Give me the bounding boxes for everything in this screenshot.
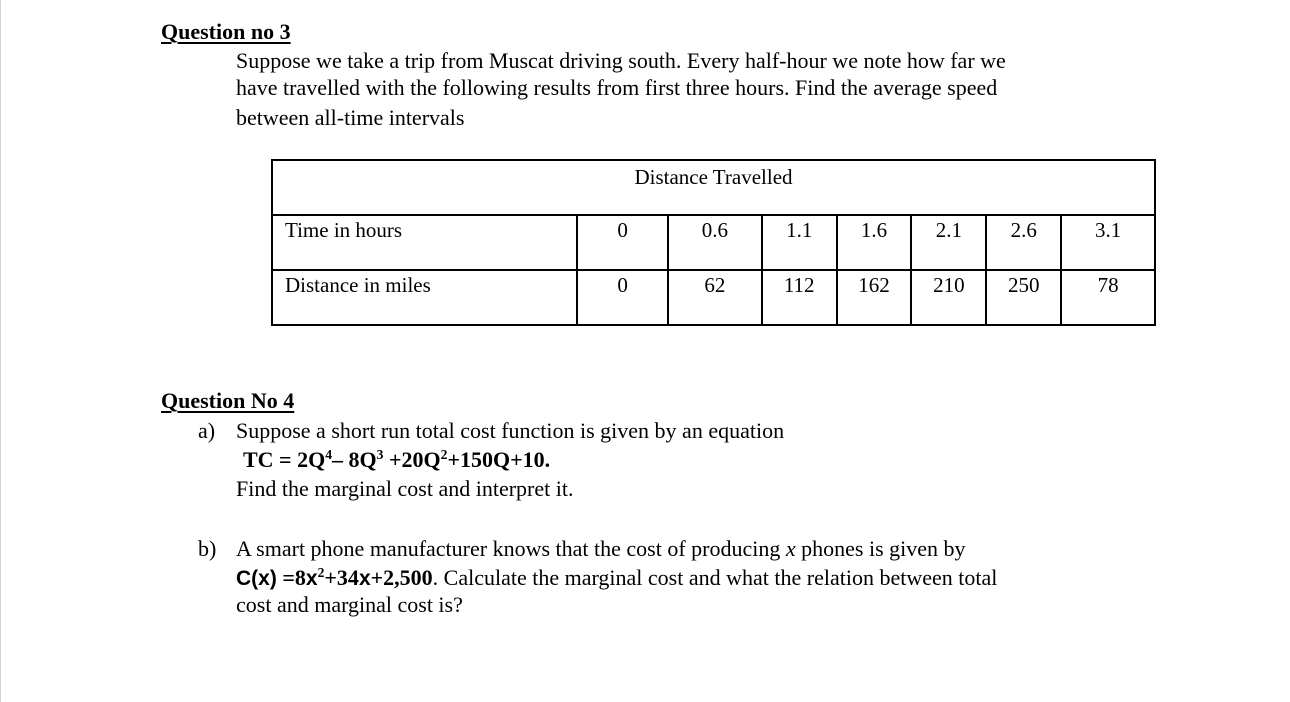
table-row-distance — [272, 270, 1155, 325]
row-label-time: Time in hours — [272, 215, 577, 270]
table-cell: 112 — [762, 270, 837, 325]
table-cell: 210 — [911, 270, 986, 325]
table-header-row — [272, 160, 1155, 215]
exponent: 4 — [325, 446, 333, 462]
equation-part: +20Q — [383, 447, 441, 472]
question-3-heading: Question no 3 — [161, 19, 291, 44]
text-run: . Calculate the marginal cost and what the relation between total — [432, 565, 998, 590]
part-a-line-3: Find the marginal cost and interpret it. — [236, 476, 574, 501]
question-3-line-2: have travelled with the following results from first three hours. Find the average speed — [236, 75, 998, 100]
question-3-line-3: between all-time intervals — [236, 105, 465, 130]
exponent: 3 — [376, 446, 384, 462]
part-a-line-1: Suppose a short run total cost function is given by an equation — [236, 418, 785, 443]
table-cell: 0.6 — [668, 215, 762, 270]
exponent: 2 — [317, 564, 325, 580]
function-var: x — [305, 567, 318, 590]
table-cell: 0 — [577, 270, 668, 325]
exponent: 2 — [440, 446, 448, 462]
equation-part: – 8Q — [332, 447, 377, 472]
table-cell: 62 — [668, 270, 762, 325]
table-cell: 162 — [837, 270, 912, 325]
function-part: +2,500 — [370, 565, 433, 590]
table-cell: 1.6 — [837, 215, 912, 270]
distance-table — [271, 159, 1156, 326]
variable-x: x — [785, 536, 796, 561]
part-b-line-1 — [236, 536, 1135, 562]
part-a-marker: a) — [198, 418, 216, 443]
cost-equation — [243, 447, 550, 473]
table-cell: 2.6 — [986, 215, 1061, 270]
table-row-time — [272, 215, 1155, 270]
function-var: x — [358, 567, 371, 590]
equation-part: TC = 2Q — [243, 447, 326, 472]
function-part: =8 — [276, 565, 306, 590]
table-cell: 3.1 — [1061, 215, 1155, 270]
part-b-marker: b) — [198, 536, 217, 561]
part-b-line-2 — [236, 565, 1135, 592]
table-title: Distance Travelled — [272, 160, 1155, 215]
function-name: C(x) — [236, 567, 277, 590]
table-cell: 250 — [986, 270, 1061, 325]
question-3-line-1: Suppose we take a trip from Muscat driving south. Every half-hour we note how far we — [236, 48, 1006, 73]
row-label-distance: Distance in miles — [272, 270, 577, 325]
text-run: A smart phone manufacturer knows that the cost of producing — [236, 536, 786, 561]
text-run: phones is given by — [795, 536, 966, 561]
table-cell: 78 — [1061, 270, 1155, 325]
equation-part: +150Q+10. — [447, 447, 551, 472]
page-edge — [0, 0, 1, 702]
function-part: +34 — [324, 565, 359, 590]
part-b-line-3: cost and marginal cost is? — [236, 592, 463, 617]
table-cell: 0 — [577, 215, 668, 270]
table-cell: 2.1 — [911, 215, 986, 270]
table-cell: 1.1 — [762, 215, 837, 270]
question-4-heading: Question No 4 — [161, 388, 295, 413]
